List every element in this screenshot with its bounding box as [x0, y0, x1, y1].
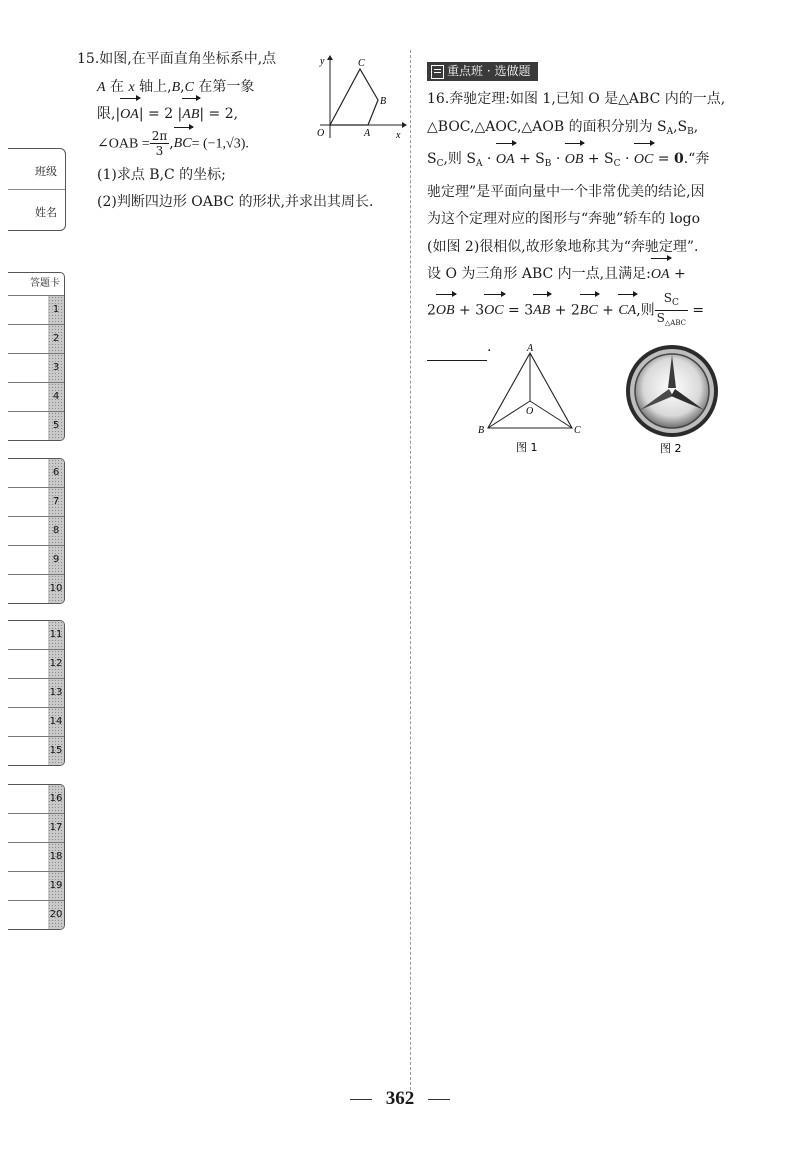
q16-text: = — [687, 302, 705, 318]
q16-text: + — [669, 266, 686, 282]
q16-text: 奔驰定理:如图 1,已知 O 是△ABC 内的一点, — [449, 91, 726, 107]
answer-number: 11 — [48, 621, 64, 649]
answer-number: 8 — [48, 517, 64, 545]
q16-text: + 2 — [550, 302, 580, 318]
subscript: A — [666, 126, 674, 137]
section-tag-label: 重点班 · 选做题 — [447, 64, 531, 78]
label-a: A — [364, 128, 371, 139]
q16-text: + 3 — [454, 302, 485, 318]
vector-oa: OA — [120, 101, 139, 129]
fraction-numerator: 2π — [151, 128, 168, 143]
answer-number: 12 — [48, 650, 64, 678]
q15-text: 轴上, — [134, 78, 172, 95]
answer-number: 18 — [48, 843, 64, 871]
column-divider — [410, 50, 411, 1090]
fraction-sc-over-sabc — [655, 291, 688, 330]
answer-number: 14 — [48, 708, 64, 736]
answer-card-group-1 — [8, 272, 65, 441]
q16-text: = 3 — [503, 302, 534, 318]
label-c: C — [358, 58, 365, 69]
q16-text: 设 O 为三角形 ABC 内一点,且满足: — [427, 266, 651, 282]
name-field[interactable] — [8, 190, 65, 230]
answer-number: 17 — [48, 814, 64, 842]
answer-number: 5 — [48, 412, 64, 440]
answer-number: 3 — [48, 354, 64, 382]
subscript: A — [475, 159, 483, 169]
q16-text: + S — [514, 151, 545, 167]
q15-line1 — [77, 46, 317, 74]
zero-vector: 0 — [673, 151, 684, 167]
vector-ob: OB — [565, 146, 584, 174]
answer-card-title: 答题卡 — [8, 273, 64, 296]
vector-bc: BC — [174, 130, 192, 158]
label-o: O — [317, 128, 325, 139]
angle-oab: ∠OAB = — [97, 136, 150, 151]
fraction-2pi-3 — [150, 129, 170, 158]
segment-oc — [530, 401, 572, 428]
answer-row[interactable] — [8, 621, 64, 650]
fraction-numerator — [655, 291, 688, 311]
q16-number: 16. — [427, 91, 450, 107]
answer-number: 16 — [48, 785, 64, 813]
axis-x: x — [128, 79, 135, 95]
class-field[interactable] — [8, 149, 65, 190]
answer-number: 10 — [48, 575, 64, 603]
q15-number: 15. — [77, 51, 100, 67]
figure-2-caption: 图 2 — [660, 442, 682, 455]
answer-number: 4 — [48, 383, 64, 411]
answer-number: 20 — [48, 901, 64, 929]
q15-coordinate-figure — [310, 52, 410, 142]
subscript: C — [613, 159, 621, 169]
vector-oa: OA — [651, 261, 670, 289]
answer-card-group-4 — [8, 784, 65, 930]
answer-row[interactable] — [8, 575, 64, 603]
vector-oa: OA — [496, 146, 515, 174]
vector-ob: OB — [436, 297, 455, 325]
question-16 — [427, 86, 757, 361]
x-axis-arrow — [402, 122, 407, 128]
subscript: △ABC — [664, 318, 686, 327]
subscript: C — [672, 297, 679, 308]
q16-text: · — [482, 151, 496, 167]
figure-2-logo — [620, 344, 724, 456]
q16-line6: (如图 2)很相似,故形象地称其为“奔驰定理”. — [427, 238, 699, 255]
q16-text: + — [597, 302, 619, 318]
answer-row[interactable] — [8, 814, 64, 843]
y-axis-arrow — [327, 55, 333, 60]
figure-1-triangle — [476, 343, 586, 455]
fraction-denominator: 3 — [155, 143, 164, 158]
answer-number: 1 — [48, 296, 64, 324]
answer-number: 15 — [48, 737, 64, 765]
label-o: O — [526, 406, 534, 417]
subscript: B — [687, 126, 694, 137]
q15-text: , — [180, 78, 185, 95]
q15-sub2: (2)判断四边形 OABC 的形状,并求出其周长. — [97, 194, 374, 210]
answer-row[interactable] — [8, 383, 64, 412]
dash-right — [428, 1099, 450, 1100]
q16-text: ,则 S — [443, 151, 476, 167]
q16-line7 — [427, 261, 757, 289]
vector-ab: AB — [533, 297, 550, 325]
answer-row[interactable] — [8, 872, 64, 901]
q15-text: 如图,在平面直角坐标系中,点 — [99, 51, 277, 67]
answer-row[interactable] — [8, 679, 64, 708]
answer-row[interactable] — [8, 843, 64, 872]
answer-row[interactable] — [8, 708, 64, 737]
vector-bc: BC — [580, 297, 598, 325]
answer-row[interactable] — [8, 650, 64, 679]
answer-row[interactable] — [8, 412, 64, 440]
subscript: B — [544, 159, 552, 169]
answer-card-group-3 — [8, 620, 65, 766]
q16-line2 — [427, 114, 757, 147]
book-icon — [431, 65, 444, 79]
answer-number: 13 — [48, 679, 64, 707]
answer-number: 2 — [48, 325, 64, 353]
q15-text: 限,| — [97, 106, 121, 122]
q15-text: , — [169, 135, 174, 151]
q16-text: △BOC,△AOC,△AOB 的面积分别为 S — [427, 118, 667, 135]
quadrilateral-oabc — [330, 69, 378, 125]
answer-row[interactable] — [8, 296, 64, 325]
q16-text: . — [487, 338, 492, 355]
q15-text: 在第一象 — [193, 78, 255, 95]
q16-line5: 为这个定理对应的图形与“奔驰”轿车的 logo — [427, 211, 701, 227]
point-a: A — [97, 79, 106, 95]
q16-text: S — [656, 310, 665, 325]
point-b: B — [171, 79, 181, 95]
label-a: A — [527, 343, 534, 354]
label-b: B — [380, 96, 387, 107]
q16-text: S — [663, 290, 672, 305]
q16-text: + S — [583, 151, 614, 167]
q16-line8 — [427, 291, 757, 330]
q15-text: | = 2 | — [138, 106, 183, 122]
label-y: y — [320, 56, 325, 67]
answer-row[interactable] — [8, 459, 64, 488]
answer-number: 6 — [48, 459, 64, 487]
q16-text: 2 — [427, 302, 436, 318]
class-label: 班级 — [35, 165, 57, 178]
answer-number: 19 — [48, 872, 64, 900]
vector-ab: AB — [182, 101, 199, 129]
q16-text: · — [620, 151, 634, 167]
page-number-text: 362 — [385, 1088, 415, 1109]
answer-row[interactable] — [8, 517, 64, 546]
q16-text: , — [693, 118, 699, 135]
label-b: B — [478, 425, 485, 436]
q15-line3 — [77, 101, 317, 129]
vector-bc-value: = (−1,√3). — [191, 136, 249, 151]
point-c: C — [184, 79, 194, 95]
vector-ca: CA — [618, 297, 636, 325]
vector-oc: OC — [634, 146, 653, 174]
q16-text: ,S — [673, 118, 688, 135]
q16-text: ,则 — [636, 302, 655, 318]
page-number — [0, 1088, 800, 1110]
q16-text: S — [427, 151, 437, 167]
fraction-denominator — [655, 311, 688, 330]
q16-line3 — [427, 146, 757, 179]
subscript: C — [436, 159, 444, 169]
section-tag — [427, 62, 538, 81]
q16-text: .“奔 — [683, 151, 710, 167]
q16-line4: 驰定理”是平面向量中一个非常优美的结论,因 — [427, 183, 705, 200]
vector-oc: OC — [484, 297, 503, 325]
answer-card-group-2 — [8, 458, 65, 604]
q16-text: · — [551, 151, 565, 167]
label-x: x — [396, 130, 401, 141]
answer-number: 9 — [48, 546, 64, 574]
q16-line1 — [427, 86, 757, 114]
figure-1-caption: 图 1 — [516, 441, 538, 454]
label-c: C — [574, 425, 581, 436]
answer-row[interactable] — [8, 737, 64, 765]
answer-row[interactable] — [8, 354, 64, 383]
answer-row[interactable] — [8, 785, 64, 814]
name-label: 姓名 — [35, 206, 57, 219]
segment-ob — [488, 401, 530, 428]
answer-row[interactable] — [8, 325, 64, 354]
student-info-box — [8, 148, 66, 231]
q15-line4 — [77, 129, 317, 158]
q15-text: 在 — [105, 78, 129, 95]
q16-text: = — [653, 151, 674, 167]
question-15 — [77, 46, 374, 217]
answer-row[interactable] — [8, 901, 64, 929]
answer-row[interactable] — [8, 488, 64, 517]
answer-number: 7 — [48, 488, 64, 516]
dash-left — [350, 1099, 372, 1100]
answer-row[interactable] — [8, 546, 64, 575]
q15-text: | = 2, — [199, 106, 239, 122]
q15-sub1: (1)求点 B,C 的坐标; — [97, 166, 226, 183]
